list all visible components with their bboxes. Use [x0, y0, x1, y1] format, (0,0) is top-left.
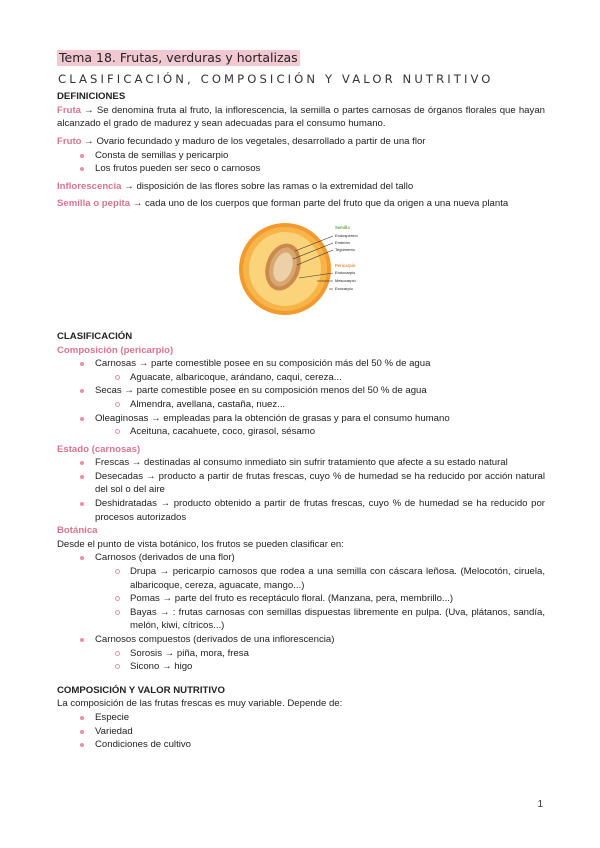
def-fruta	[57, 104, 545, 131]
label-endospermo: Endospermo	[335, 232, 358, 238]
clasificacion-heading: CLASIFICACIÓN	[57, 330, 133, 342]
term-fruto: Fruto	[57, 135, 82, 147]
list-subitem: Pomas → parte del fruto es receptáculo floral. (Manzana, pera, membrillo...)	[57, 592, 545, 606]
list-item: Condiciones de cultivo	[57, 738, 545, 752]
term-fruta: Fruta	[57, 104, 81, 116]
label-mesocarpio: Mesocarpio	[335, 277, 356, 283]
list-subitem: Bayas → : frutas carnosas con semillas dispuestas libremente en pulpa. (Uva, plátanos, sandía, melón, kiwi, cítricos...)	[57, 606, 545, 633]
composicion-valor-intro: La composición de las frutas frescas es muy variable. Depende de:	[57, 698, 343, 710]
list-item: Carnosos compuestos (derivados de una inflorescencia)	[57, 633, 545, 647]
term-semilla: Semilla o pepita	[57, 198, 131, 210]
def-fruta-text: → Se denomina fruta al fruto, la inflorescencia, la semilla o partes carnosas de órganos florales que hayan alcanzado el grado de madurez y sean adecuadas para el consumo humano.	[57, 104, 545, 130]
estado-heading: Estado (carnosas)	[57, 443, 141, 455]
botanica-intro: Desde el punto de vista botánico, los frutos se pueden clasificar en:	[57, 538, 344, 550]
page-title: Tema 18. Frutas, verduras y hortalizas	[59, 50, 298, 65]
list-item: Oleaginosas → empleadas para la obtención de grasas y para el consumo humano	[57, 412, 545, 426]
def-fruto	[57, 135, 545, 149]
list-subitem: Sorosis → piña, mora, fresa	[57, 647, 545, 661]
list-subitem: Aguacate, albaricoque, arándano, caqui, cereza...	[57, 371, 545, 385]
list-item: Desecadas → producto a partir de frutas frescas, cuyo % de humedad se ha reducido por acción natural del sol o del aire	[57, 470, 545, 497]
list-subitem: Sicono → higo	[57, 660, 545, 674]
label-exocarpio: Exocarpio	[335, 285, 353, 291]
list-item: Frescas → destinadas al consumo inmediato sin sufrir tratamiento que afecte a su estado natural	[57, 456, 545, 470]
fruit-diagram	[57, 215, 545, 320]
label-pericarpio-title: Pericarpio	[335, 262, 356, 268]
def-semilla	[57, 197, 545, 211]
page-number: 1	[537, 799, 543, 810]
label-semilla-title: Semilla	[335, 224, 350, 230]
fruto-list	[57, 149, 545, 176]
list-item: Carnosos (derivados de una flor)	[57, 551, 545, 565]
list-item: Consta de semillas y pericarpio	[57, 149, 545, 163]
def-inflorescencia-text: → disposición de las flores sobre las ramas o la extremidad del tallo	[121, 180, 414, 192]
def-fruto-text: → Ovario fecundado y maduro de los vegetales, desarrollado a partir de una flor	[81, 135, 426, 147]
def-inflorescencia	[57, 180, 545, 194]
definiciones-heading: DEFINICIONES	[57, 91, 126, 103]
label-embrion: Embrión	[335, 239, 350, 245]
composicion-list	[57, 357, 545, 439]
composicion-valor-list	[57, 711, 545, 752]
label-endocarpio: Endocarpio	[335, 269, 356, 275]
list-item: Especie	[57, 711, 545, 725]
list-subitem: Almendra, avellana, castaña, nuez...	[57, 398, 545, 412]
document-page	[57, 50, 545, 752]
estado-list	[57, 456, 545, 524]
list-item: Variedad	[57, 725, 545, 739]
page-subtitle: CLASIFICACIÓN, COMPOSICIÓN Y VALOR NUTRITIVO	[58, 71, 494, 86]
list-item: Los frutos pueden ser seco o carnosos	[57, 162, 545, 176]
peach-cross-section-image	[235, 215, 385, 320]
botanica-list	[57, 551, 545, 673]
def-semilla-text: → cada uno de los cuerpos que forman parte del fruto que da origen a una nueva planta	[130, 198, 509, 210]
list-item: Secas → parte comestible posee en su composición menos del 50 % de agua	[57, 384, 545, 398]
composicion-heading: Composición (pericarpio)	[57, 344, 174, 356]
composicion-valor-heading: COMPOSICIÓN Y VALOR NUTRITIVO	[57, 684, 225, 696]
list-subitem: Aceituna, cacahuete, coco, girasol, sésamo	[57, 425, 545, 439]
list-subitem: Drupa → pericarpio carnosos que rodea a una semilla con cáscara leñosa. (Melocotón, ciruela, albaricoque, cereza, aguacate, mango...)	[57, 565, 545, 592]
term-inflorescencia: Inflorescencia	[57, 180, 122, 192]
label-tegumento: Tegumento	[335, 246, 355, 252]
list-item: Carnosas → parte comestible posee en su composición más del 50 % de agua	[57, 357, 545, 371]
botanica-heading: Botánica	[57, 525, 98, 537]
list-item: Deshidratadas → producto obtenido a partir de frutas frescas, cuyo % de humedad se ha reducido por procesos autorizados	[57, 497, 545, 524]
